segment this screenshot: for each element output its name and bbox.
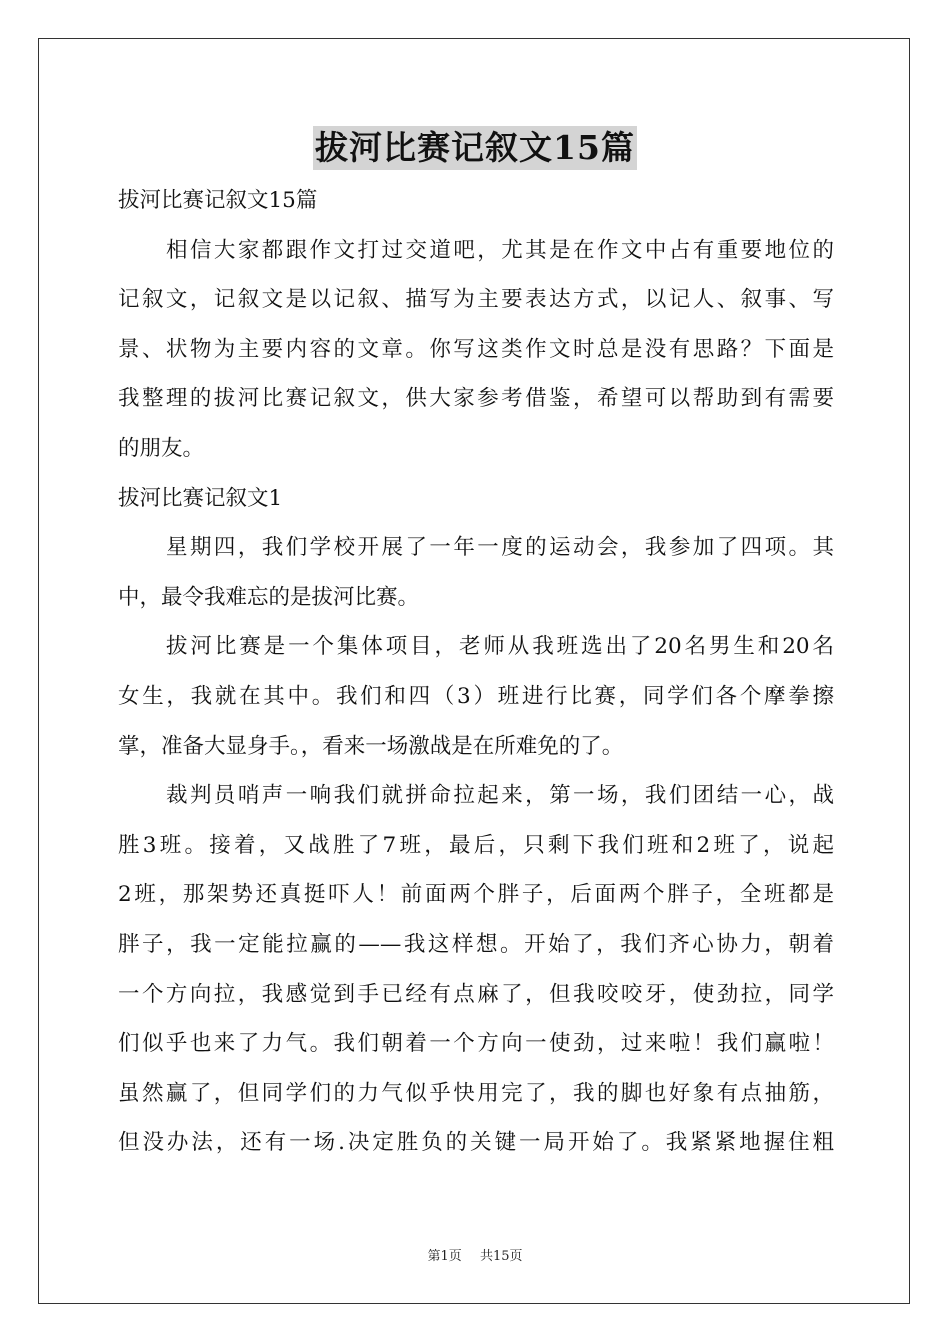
text-line: 拔河比赛记叙文1 — [118, 485, 283, 511]
text-line: 裁判员哨声一响我们就拼命拉起来，第一场，我们团结一心，战 — [166, 783, 834, 809]
document-title: 拔河比赛记叙文15篇 — [313, 126, 637, 170]
title-area — [0, 126, 950, 170]
page-total: 共15页 — [479, 1249, 523, 1264]
text-line: 女生，我就在其中。我们和四（3）班进行比赛，同学们各个摩拳擦 — [118, 683, 834, 709]
text-line: 胜3班。接着，又战胜了7班，最后，只剩下我们班和2班了，说起 — [118, 832, 834, 858]
text-line: 拔河比赛记叙文15篇 — [118, 188, 318, 213]
text-line: 的朋友。 — [118, 435, 205, 461]
text-line: 我整理的拔河比赛记叙文，供大家参考借鉴，希望可以帮助到有需要 — [118, 386, 834, 412]
text-line: 景、状物为主要内容的文章。你写这类作文时总是没有思路？下面是 — [118, 336, 834, 362]
text-line: 们似乎也来了力气。我们朝着一个方向一使劲，过来啦！我们赢啦！ — [118, 1031, 834, 1057]
text-line: 虽然赢了，但同学们的力气似乎快用完了，我的脚也好象有点抽筋， — [118, 1080, 834, 1106]
text-line: 星期四，我们学校开展了一年一度的运动会，我参加了四项。其 — [166, 535, 834, 561]
page-number: 第1页 — [427, 1249, 462, 1264]
text-line: 记叙文，记叙文是以记叙、描写为主要表达方式，以记人、叙事、写 — [118, 287, 834, 313]
text-line: 但没办法，还有一场.决定胜负的关键一局开始了。我紧紧地握住粗 — [118, 1130, 834, 1156]
text-line: 相信大家都跟作文打过交道吧，尤其是在作文中占有重要地位的 — [166, 237, 834, 263]
text-line: 掌，准备大显身手。，看来一场激战是在所难免的了。 — [118, 733, 624, 759]
document-body — [118, 176, 834, 1168]
text-line: 一个方向拉，我感觉到手已经有点麻了，但我咬咬牙，使劲拉，同学 — [118, 981, 834, 1007]
text-line: 拔河比赛是一个集体项目，老师从我班选出了20名男生和20名 — [166, 634, 834, 660]
text-line: 胖子，我一定能拉赢的——我这样想。开始了，我们齐心协力，朝着 — [118, 931, 834, 957]
text-line: 中，最令我难忘的是拔河比赛。 — [118, 584, 420, 610]
page-footer — [0, 1245, 950, 1264]
text-line: 2班，那架势还真挺吓人！前面两个胖子，后面两个胖子，全班都是 — [118, 882, 834, 908]
